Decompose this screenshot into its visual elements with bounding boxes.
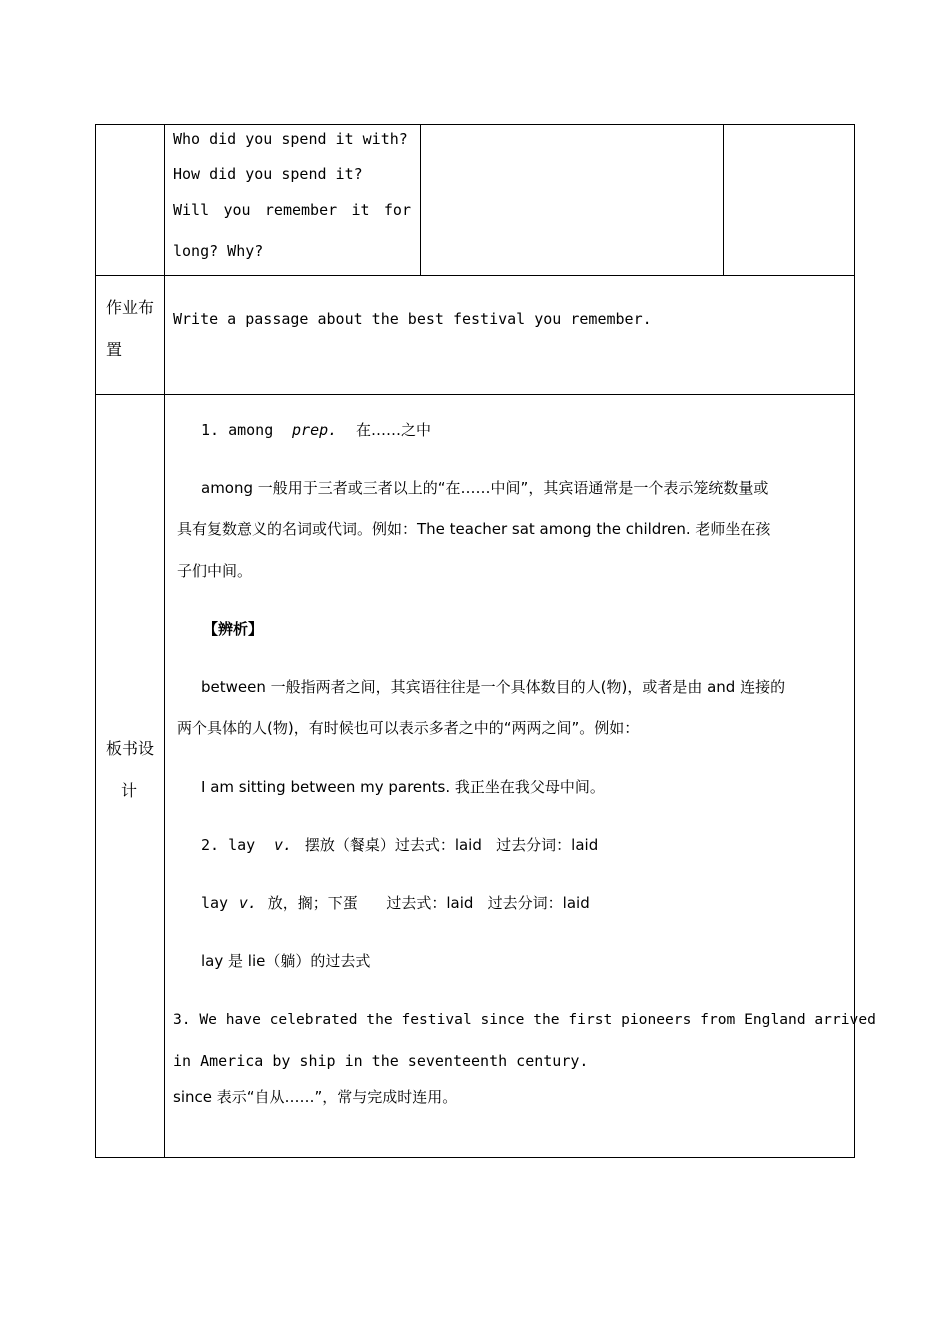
item1-pos: prep. <box>292 421 338 439</box>
between-example: I am sitting between my parents. 我正坐在我父母中间。 <box>201 778 605 796</box>
question-word: it <box>351 201 370 219</box>
question-word: you <box>223 201 251 219</box>
between-line-1: between 一般指两者之间，其宾语往往是一个具体数目的人(物)，或者是由 and 连接的 <box>201 678 786 696</box>
top-row-divider-a <box>420 124 421 276</box>
among-line-1: among 一般用于三者或三者以上的“在……中间”，其宾语通常是一个表示笼统数量或 <box>201 479 769 497</box>
analysis-heading: 【辨析】 <box>203 620 264 638</box>
lay-meaning: 放，搁；下蛋 过去式：laid 过去分词：laid <box>267 894 590 912</box>
question-word: remember <box>264 201 338 219</box>
item1-number: 1. among <box>201 421 274 439</box>
board-label-2: 计 <box>121 781 138 800</box>
row-divider-1 <box>95 275 855 276</box>
table-top-border <box>95 124 855 125</box>
item3-line-1: 3. We have celebrated the festival since the first pioneers from England arrived <box>173 1011 876 1028</box>
between-line-2: 两个具体的人(物)，有时候也可以表示多者之中的“两两之间”。例如： <box>177 719 640 737</box>
question-remember-cont: long? Why? <box>173 242 264 260</box>
question-who: Who did you spend it with? <box>173 130 408 148</box>
label-column-divider <box>164 124 165 1158</box>
lay-pos: v. <box>238 894 257 912</box>
question-word: for <box>383 201 411 219</box>
question-remember <box>173 200 411 220</box>
lay-past-tense: lay 是 lie（躺）的过去式 <box>201 952 371 970</box>
lay-second-meaning <box>201 893 590 913</box>
among-line-2: 具有复数意义的名词或代词。例如：The teacher sat among the children. 老师坐在孩 <box>177 520 771 538</box>
question-word: Will <box>173 201 210 219</box>
table-right-border <box>854 124 855 1158</box>
among-line-3: 子们中间。 <box>177 562 253 580</box>
question-how: How did you spend it? <box>173 165 363 183</box>
row-divider-2 <box>95 394 855 395</box>
top-row-divider-b <box>723 124 724 276</box>
homework-text: Write a passage about the best festival you remember. <box>173 310 652 328</box>
item2-heading <box>201 835 598 855</box>
item2-meaning: 摆放（餐桌）过去式：laid 过去分词：laid <box>304 836 599 854</box>
table-bottom-border <box>95 1157 855 1158</box>
since-note: since 表示“自从……”，常与完成时连用。 <box>173 1088 458 1106</box>
table-left-border <box>95 124 96 1158</box>
homework-label-2: 置 <box>106 340 123 359</box>
homework-label-1: 作业布 <box>106 298 155 317</box>
item2-pos: v. <box>273 836 293 854</box>
board-label-1: 板书设 <box>106 739 155 758</box>
item1-heading <box>201 420 431 440</box>
item1-meaning: 在……之中 <box>355 421 431 439</box>
lay-word: lay <box>201 894 229 912</box>
item3-line-2: in America by ship in the seventeenth century. <box>173 1052 589 1070</box>
item2-number: 2. lay <box>201 836 256 854</box>
